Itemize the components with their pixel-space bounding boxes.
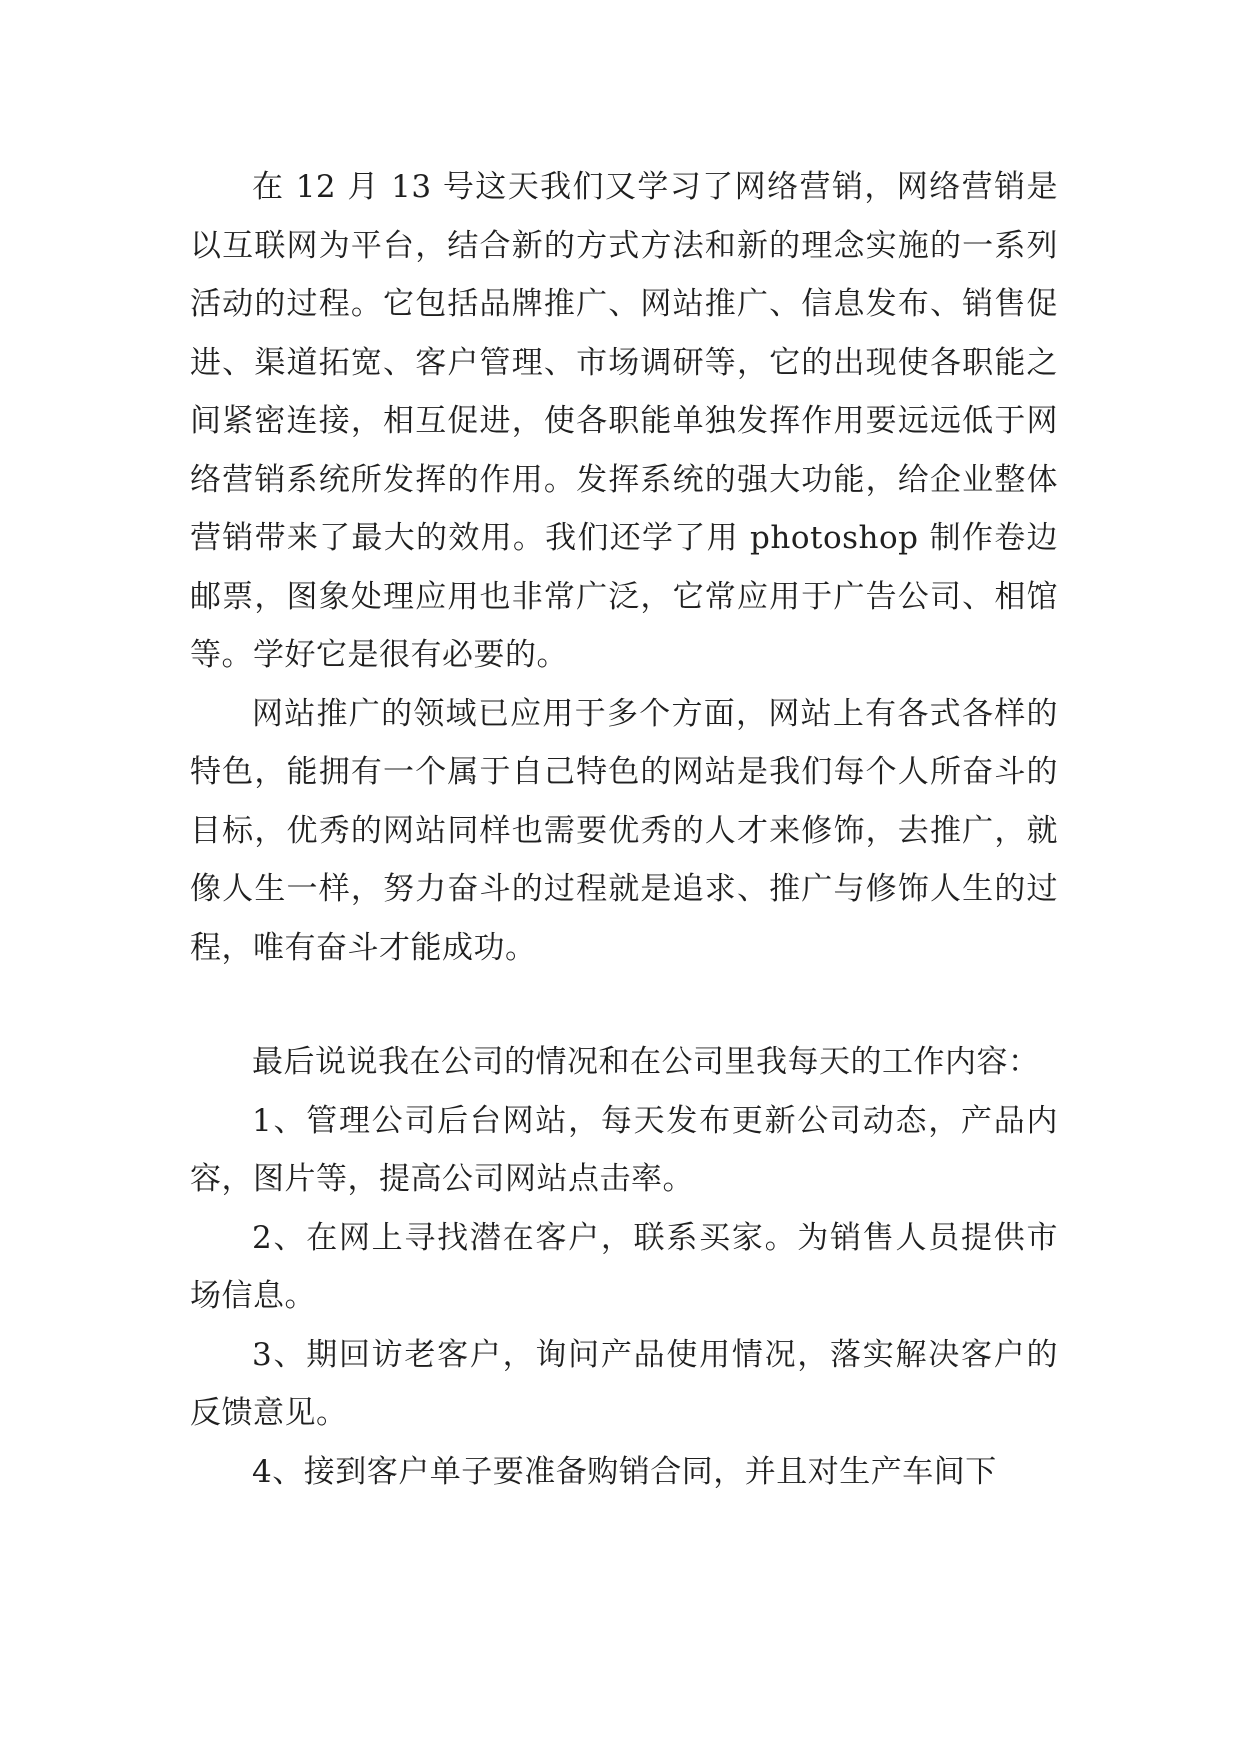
list-item-work-1: 1、管理公司后台网站，每天发布更新公司动态，产品内容，图片等，提高公司网站点击率。 [190, 1102, 1058, 1197]
paragraph-network-marketing: 在 12 月 13 号这天我们又学习了网络营销，网络营销是以互联网为平台，结合新的方式方法和新的理念实施的一系列活动的过程。它包括品牌推广、网站推广、信息发布、销售促进、渠道拓宽、客户管理、市场调研等，它的出现使各职能之间紧密连接，相互促进，使各职能单独发挥作用要远远低于网络营销系统所发挥的作用。发挥系统的强大功能，给企业整体营销带来了最大的效用。我们还学了用 photoshop 制作卷边邮票，图象处理应用也非常广泛，它常应用于广告公司、相馆等。学好它是很有必要的。 [190, 169, 1058, 673]
list-item-work-4: 4、接到客户单子要准备购销合同，并且对生产车间下 [252, 1453, 997, 1490]
paragraph-website-promotion: 网站推广的领域已应用于多个方面，网站上有各式各样的特色，能拥有一个属于自己特色的网站是我们每个人所奋斗的目标，优秀的网站同样也需要优秀的人才来修饰，去推广，就像人生一样，努力奋斗的过程就是追求、推广与修饰人生的过程，唯有奋斗才能成功。 [190, 695, 1058, 966]
list-item-work-2: 2、在网上寻找潜在客户，联系买家。为销售人员提供市场信息。 [190, 1219, 1058, 1314]
list-item-work-3: 3、期回访老客户，询问产品使用情况，落实解决客户的反馈意见。 [190, 1336, 1058, 1431]
section-daily-work [190, 1033, 1058, 1501]
section-network-marketing [190, 158, 1058, 977]
paragraph-work-intro: 最后说说我在公司的情况和在公司里我每天的工作内容： [252, 1044, 1040, 1080]
